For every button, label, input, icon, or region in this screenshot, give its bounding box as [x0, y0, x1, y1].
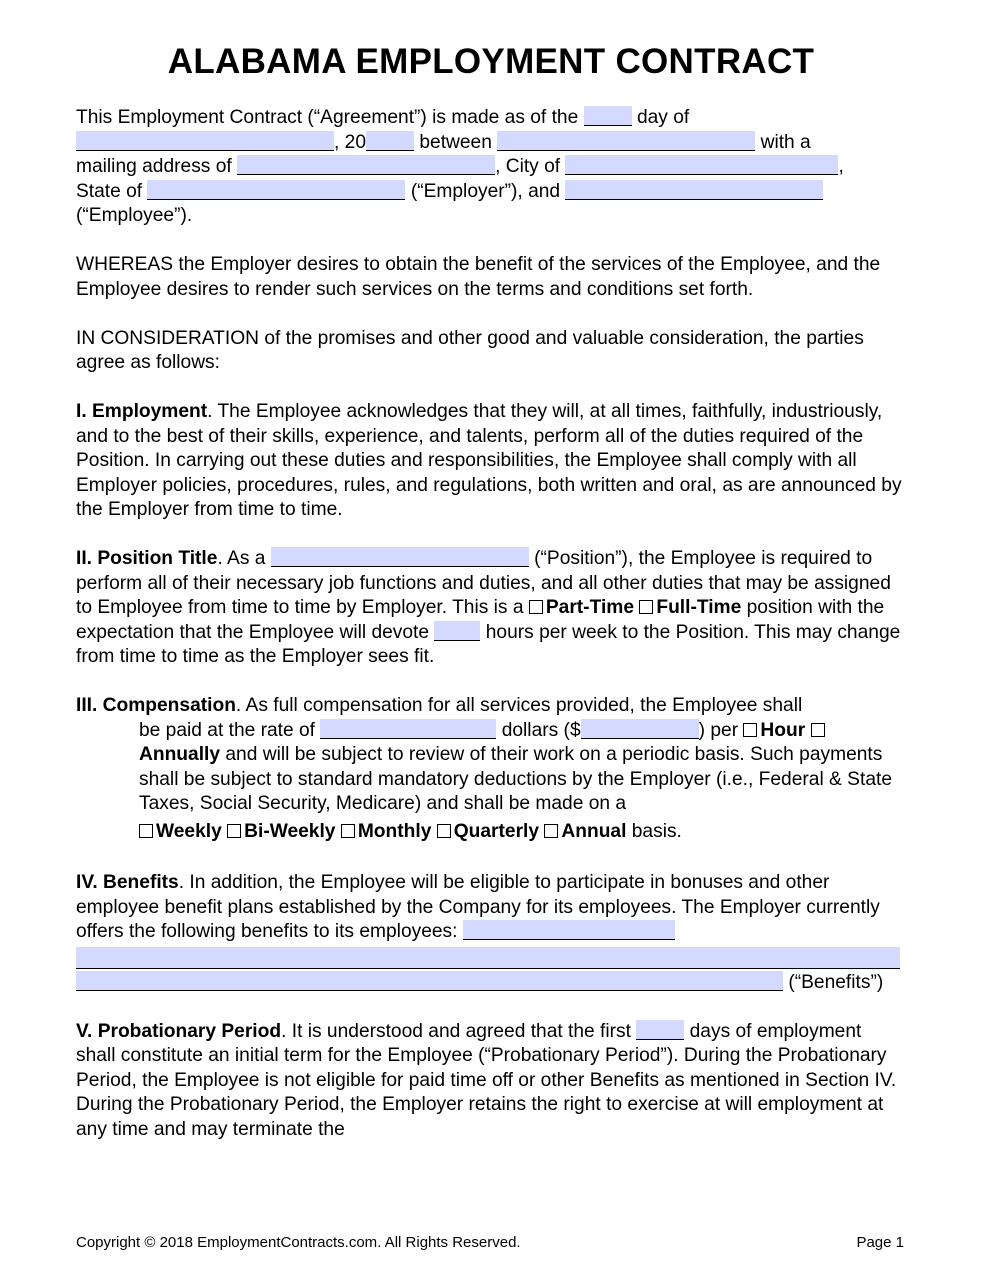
weekly-checkbox[interactable]: [139, 824, 153, 838]
rate-amount-field[interactable]: [581, 719, 699, 739]
intro-text: , City of: [495, 156, 561, 177]
biweekly-checkbox[interactable]: [227, 824, 241, 838]
employer-name-field[interactable]: [497, 131, 755, 151]
annually-checkbox[interactable]: [811, 723, 825, 737]
probation-heading: V. Probationary Period: [76, 1020, 282, 1042]
consideration-paragraph: IN CONSIDERATION of the promises and other good and valuable consideration, the parties agree as follows:: [76, 327, 864, 373]
intro-paragraph: [76, 106, 906, 229]
hours-per-week-field[interactable]: [434, 621, 480, 641]
compensation-text: ) per: [698, 719, 739, 741]
compensation-section: [76, 694, 906, 847]
benefits-field-3[interactable]: [76, 971, 783, 991]
position-title-field[interactable]: [271, 547, 529, 567]
benefits-field-1[interactable]: [463, 920, 675, 940]
pay-frequency-options: [139, 817, 906, 847]
intro-text: between: [419, 131, 492, 153]
state-field[interactable]: [147, 180, 405, 200]
compensation-text: basis.: [631, 820, 682, 842]
position-section: [76, 547, 906, 670]
month-field[interactable]: [76, 131, 334, 151]
document-title: ALABAMA EMPLOYMENT CONTRACT: [167, 42, 815, 81]
document-body: [76, 106, 906, 1167]
employee-name-field[interactable]: [565, 180, 823, 200]
whereas-paragraph: WHEREAS the Employer desires to obtain the benefit of the services of the Employee, and the Employee desires to render such services on the terms and conditions set forth.: [76, 254, 881, 300]
position-text: . As a: [217, 548, 266, 569]
probation-days-field[interactable]: [636, 1020, 684, 1040]
probation-section: [76, 1020, 906, 1143]
biweekly-label: Bi-Weekly: [244, 820, 336, 842]
intro-text: (“Employee”).: [76, 205, 193, 226]
monthly-checkbox[interactable]: [341, 824, 355, 838]
rate-words-field[interactable]: [320, 719, 496, 739]
annual-checkbox[interactable]: [544, 824, 558, 838]
intro-text: State of: [76, 180, 143, 202]
compensation-text: be paid at the rate of: [139, 719, 316, 741]
full-time-checkbox[interactable]: [639, 600, 653, 614]
probation-text: . It is understood and agreed that the first: [281, 1020, 631, 1042]
annual-label: Annual: [561, 820, 627, 842]
benefits-field-2[interactable]: [76, 947, 900, 969]
quarterly-label: Quarterly: [453, 820, 540, 842]
intro-text: with a: [760, 131, 811, 153]
benefits-suffix: (“Benefits”): [788, 971, 884, 993]
compensation-text: . As full compensation for all services provided, the Employee shall: [235, 695, 803, 716]
benefits-section: [76, 871, 906, 995]
intro-text: This Employment Contract (“Agreement”) is made as of the: [76, 107, 579, 128]
position-heading: II. Position Title: [76, 548, 218, 569]
benefits-heading: IV. Benefits: [76, 872, 179, 893]
day-field[interactable]: [584, 106, 632, 126]
intro-text: mailing address of: [76, 156, 232, 177]
employment-section: [76, 400, 906, 523]
benefits-last-line: [76, 971, 906, 996]
quarterly-checkbox[interactable]: [437, 824, 451, 838]
part-time-checkbox[interactable]: [529, 600, 543, 614]
hour-label: Hour: [760, 719, 806, 741]
compensation-text: and will be subject to review of their work on a periodic basis. Such payments shall be subject to standard mandatory deductions by the Employer (i.e., Federal & State Taxes, Social Security, Medicare) and shall be made on a: [139, 744, 892, 814]
city-field[interactable]: [565, 155, 838, 175]
monthly-label: Monthly: [357, 820, 432, 842]
compensation-indent: [76, 719, 906, 847]
part-time-label: Part-Time: [545, 597, 635, 618]
weekly-label: Weekly: [156, 820, 222, 842]
annually-label: Annually: [139, 744, 221, 765]
benefits-text: . In addition, the Employee will be eligible to participate in bonuses and other employee benefit plans established by the Company for its employees. The Employer currently offers the following benefits to its employees:: [76, 872, 880, 942]
position-text: (“Position”), the Employee is required to perform all of their necessary job functions and duties, and all other duties that may be assigned to Employee from time to time by Employer. This is a: [76, 548, 891, 618]
position-text: hours per week to the Position. This may change from time to time as the Employer sees fit.: [76, 621, 901, 667]
intro-text: ,: [838, 156, 844, 177]
full-time-label: Full-Time: [656, 597, 742, 618]
hour-checkbox[interactable]: [743, 723, 757, 737]
year-field[interactable]: [366, 131, 414, 151]
probation-text: days of employment shall constitute an initial term for the Employee (“Probationary Period”). During the Probationary Period, the Employee is not eligible for paid time off or other Benefits as mentioned in Section IV. During the Probationary Period, the Employer retains the right to exercise at will employment at any time and may terminate the: [76, 1020, 897, 1140]
mailing-address-field[interactable]: [237, 155, 495, 175]
position-text: position with the expectation that the Employee will devote: [76, 597, 885, 643]
page-footer: [76, 1233, 904, 1253]
compensation-text: dollars ($: [501, 719, 581, 741]
compensation-heading: III. Compensation: [76, 695, 236, 716]
intro-text: , 20: [334, 131, 367, 153]
employment-heading: I. Employment: [76, 401, 208, 422]
intro-text: day of: [636, 107, 690, 128]
employment-text: . The Employee acknowledges that they will, at all times, faithfully, industriously, and to the best of their skills, experience, and talents, perform all of the duties required of the Position. In carrying out these duties and responsibilities, the Employee shall comply with all Employer policies, procedures, rules, and regulations, both written and oral, as are announced by the Employer from time to time.: [76, 401, 902, 520]
intro-text: (“Employer”), and: [410, 180, 561, 202]
copyright-text: Copyright © 2018 EmploymentContracts.com. All Rights Reserved.: [76, 1234, 521, 1251]
page-number: Page 1: [856, 1234, 904, 1251]
